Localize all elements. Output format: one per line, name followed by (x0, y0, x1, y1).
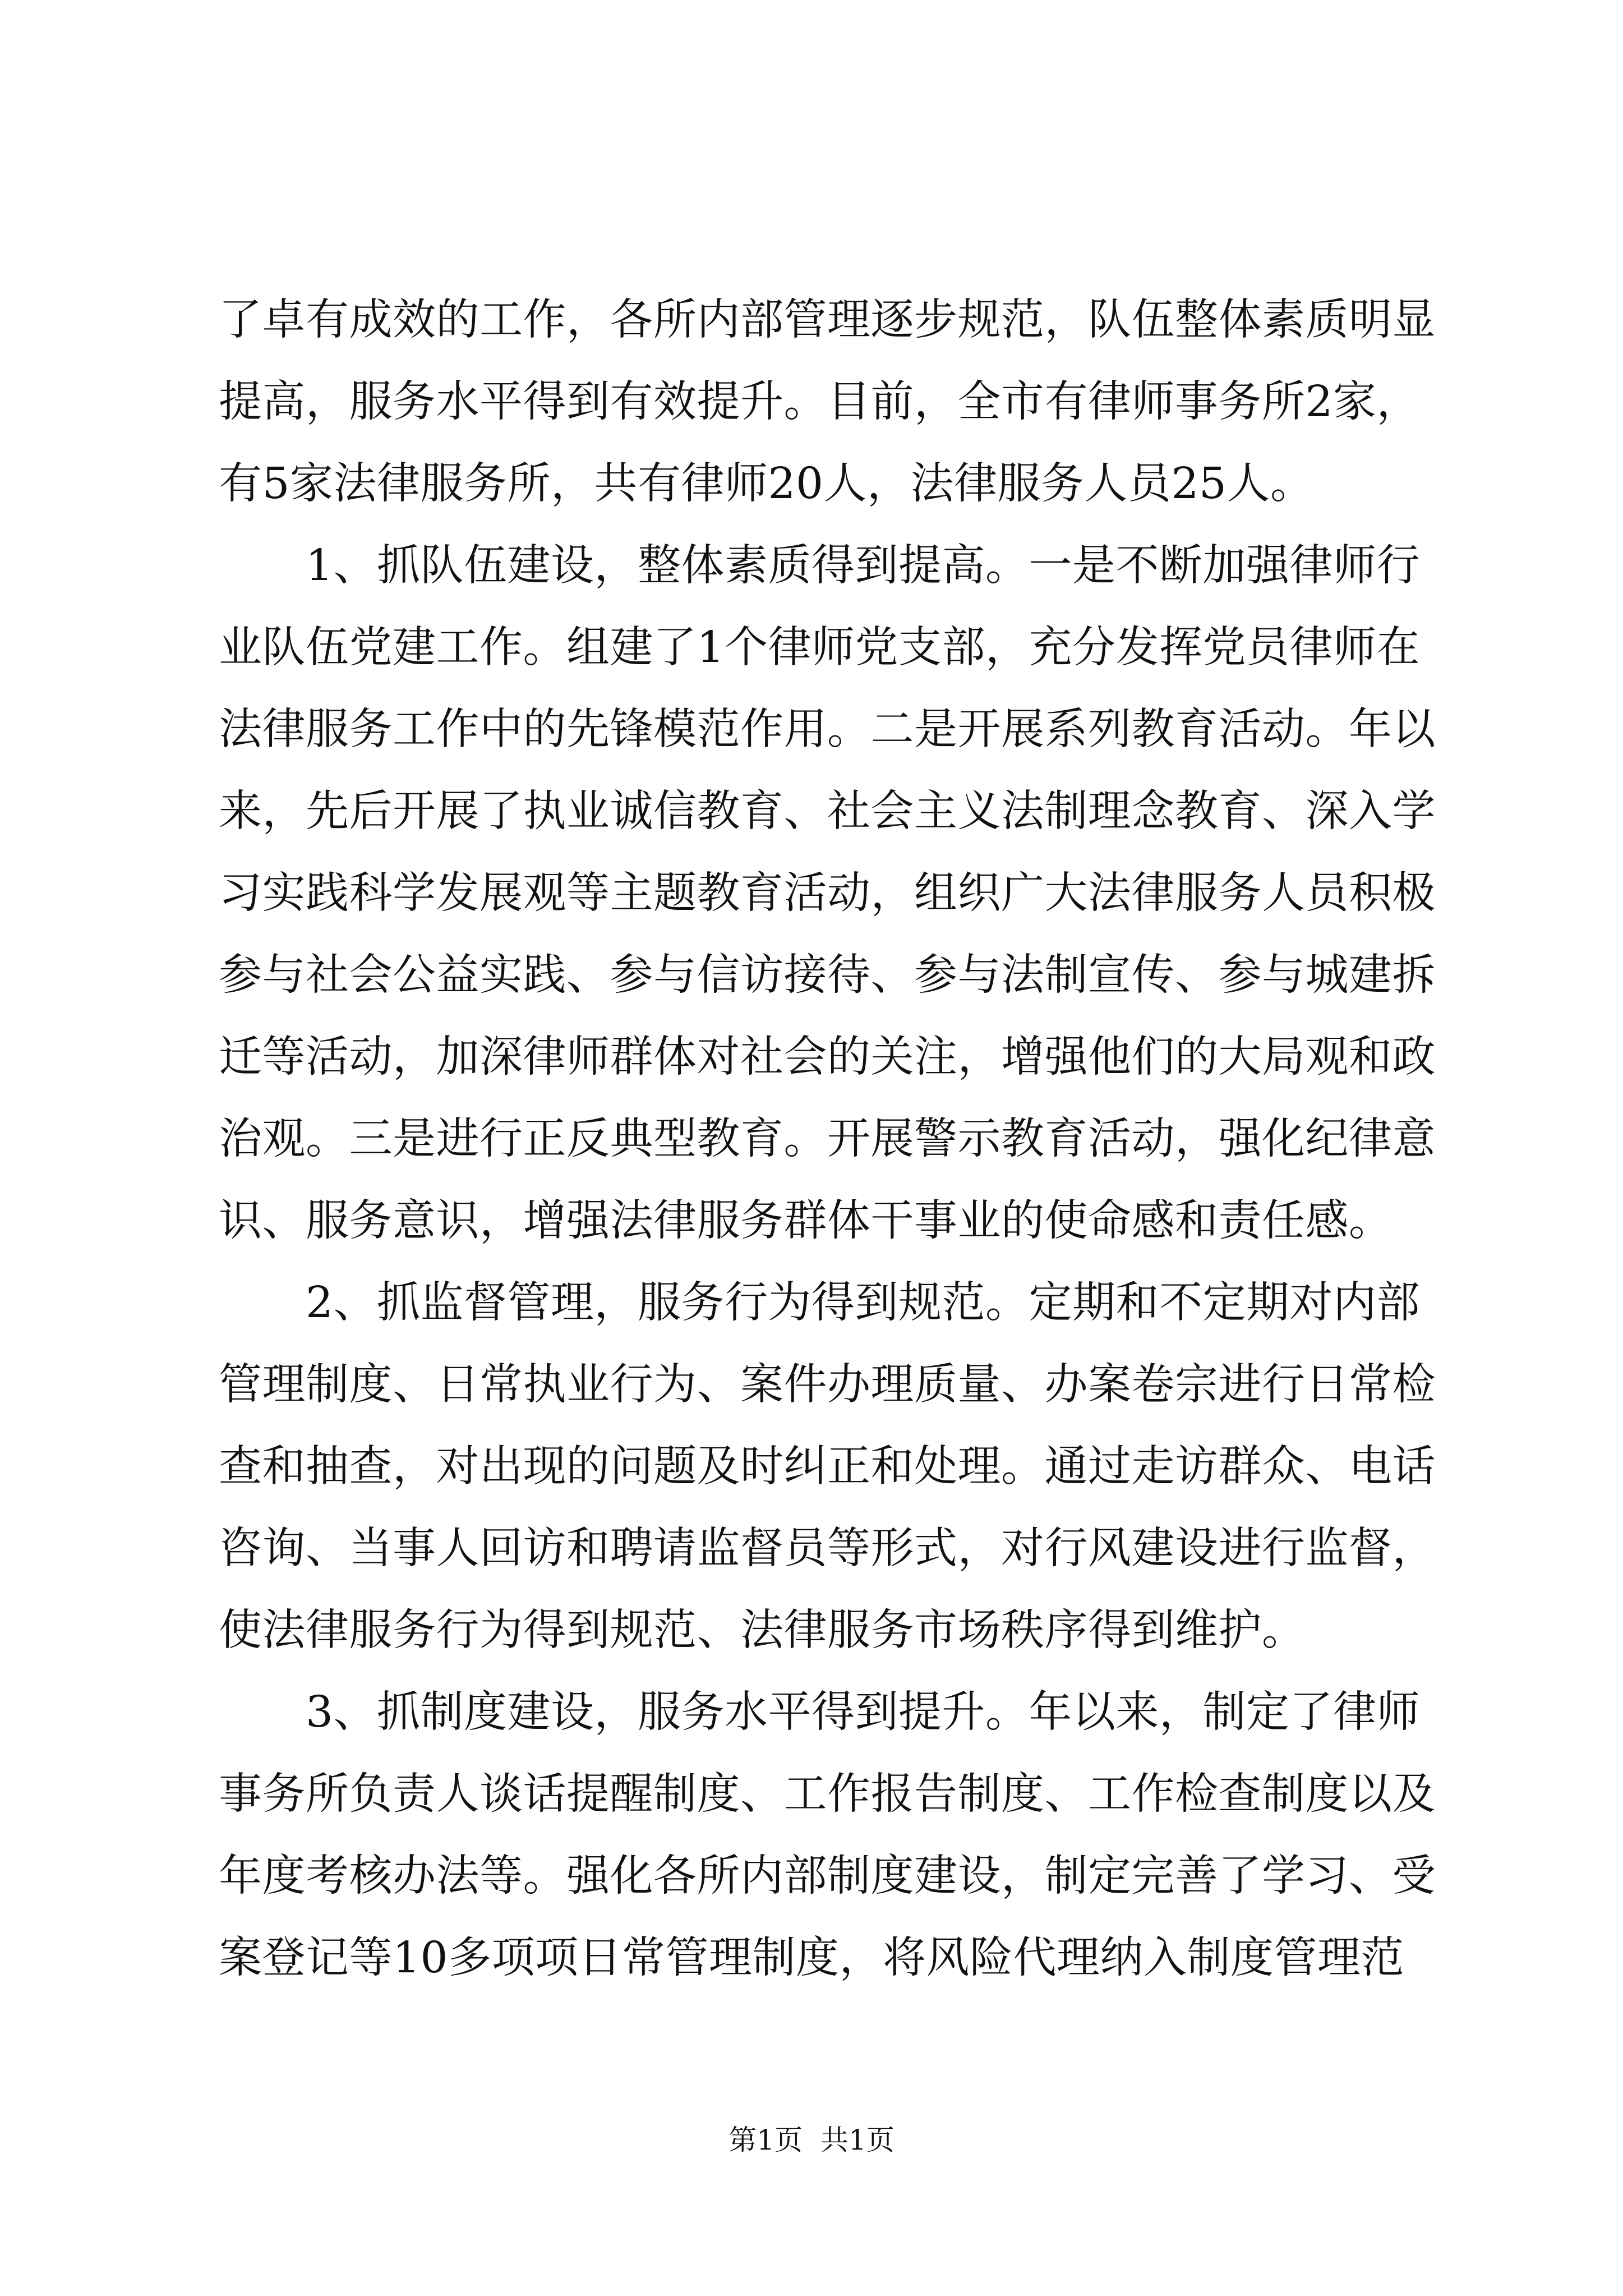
text-line: 法律服务工作中的先锋模范作用。二是开展系列教育活动。年以 (219, 705, 1436, 754)
text-line: 治观。三是进行正反典型教育。开展警示教育活动，强化纪律意 (219, 1114, 1436, 1164)
text-line: 迁等活动，加深律师群体对社会的关注，增强他们的大局观和政 (219, 1032, 1436, 1082)
text-line: 使法律服务行为得到规范、法律服务市场秩序得到维护。 (219, 1605, 1306, 1655)
page-footer: 第1页 共1页 (728, 2124, 895, 2156)
text-line: 3、抓制度建设，服务水平得到提升。年以来，制定了律师 (219, 1687, 1420, 1737)
text-line: 1、抓队伍建设，整体素质得到提高。一是不断加强律师行 (219, 541, 1420, 591)
text-line: 2、抓监督管理，服务行为得到规范。定期和不定期对内部 (219, 1278, 1420, 1328)
text-line: 查和抽查，对出现的问题及时纠正和处理。通过走访群众、电话 (219, 1442, 1436, 1492)
text-line: 了卓有成效的工作，各所内部管理逐步规范，队伍整体素质明显 (219, 295, 1436, 345)
text-line: 提高，服务水平得到有效提升。目前，全市有律师事务所2家， (219, 377, 1420, 427)
text-line: 案登记等10多项项日常管理制度，将风险代理纳入制度管理范 (219, 1933, 1404, 1983)
text-line: 习实践科学发展观等主题教育活动，组织广大法律服务人员积极 (219, 868, 1436, 918)
text-line: 来，先后开展了执业诚信教育、社会主义法制理念教育、深入学 (219, 786, 1436, 836)
text-line: 有5家法律服务所，共有律师20人，法律服务人员25人。 (219, 459, 1314, 509)
text-line: 年度考核办法等。强化各所内部制度建设，制定完善了学习、受 (219, 1851, 1436, 1901)
text-line: 事务所负责人谈话提醒制度、工作报告制度、工作检查制度以及 (219, 1769, 1436, 1819)
text-line: 识、服务意识，增强法律服务群体干事业的使命感和责任感。 (219, 1196, 1393, 1246)
text-line: 业队伍党建工作。组建了1个律师党支部，充分发挥党员律师在 (219, 623, 1420, 673)
document-body (219, 279, 1436, 1999)
text-line: 参与社会公益实践、参与信访接待、参与法制宣传、参与城建拆 (219, 950, 1436, 1000)
text-line: 咨询、当事人回访和聘请监督员等形式，对行风建设进行监督， (219, 1524, 1436, 1573)
text-line: 管理制度、日常执业行为、案件办理质量、办案卷宗进行日常检 (219, 1360, 1436, 1410)
